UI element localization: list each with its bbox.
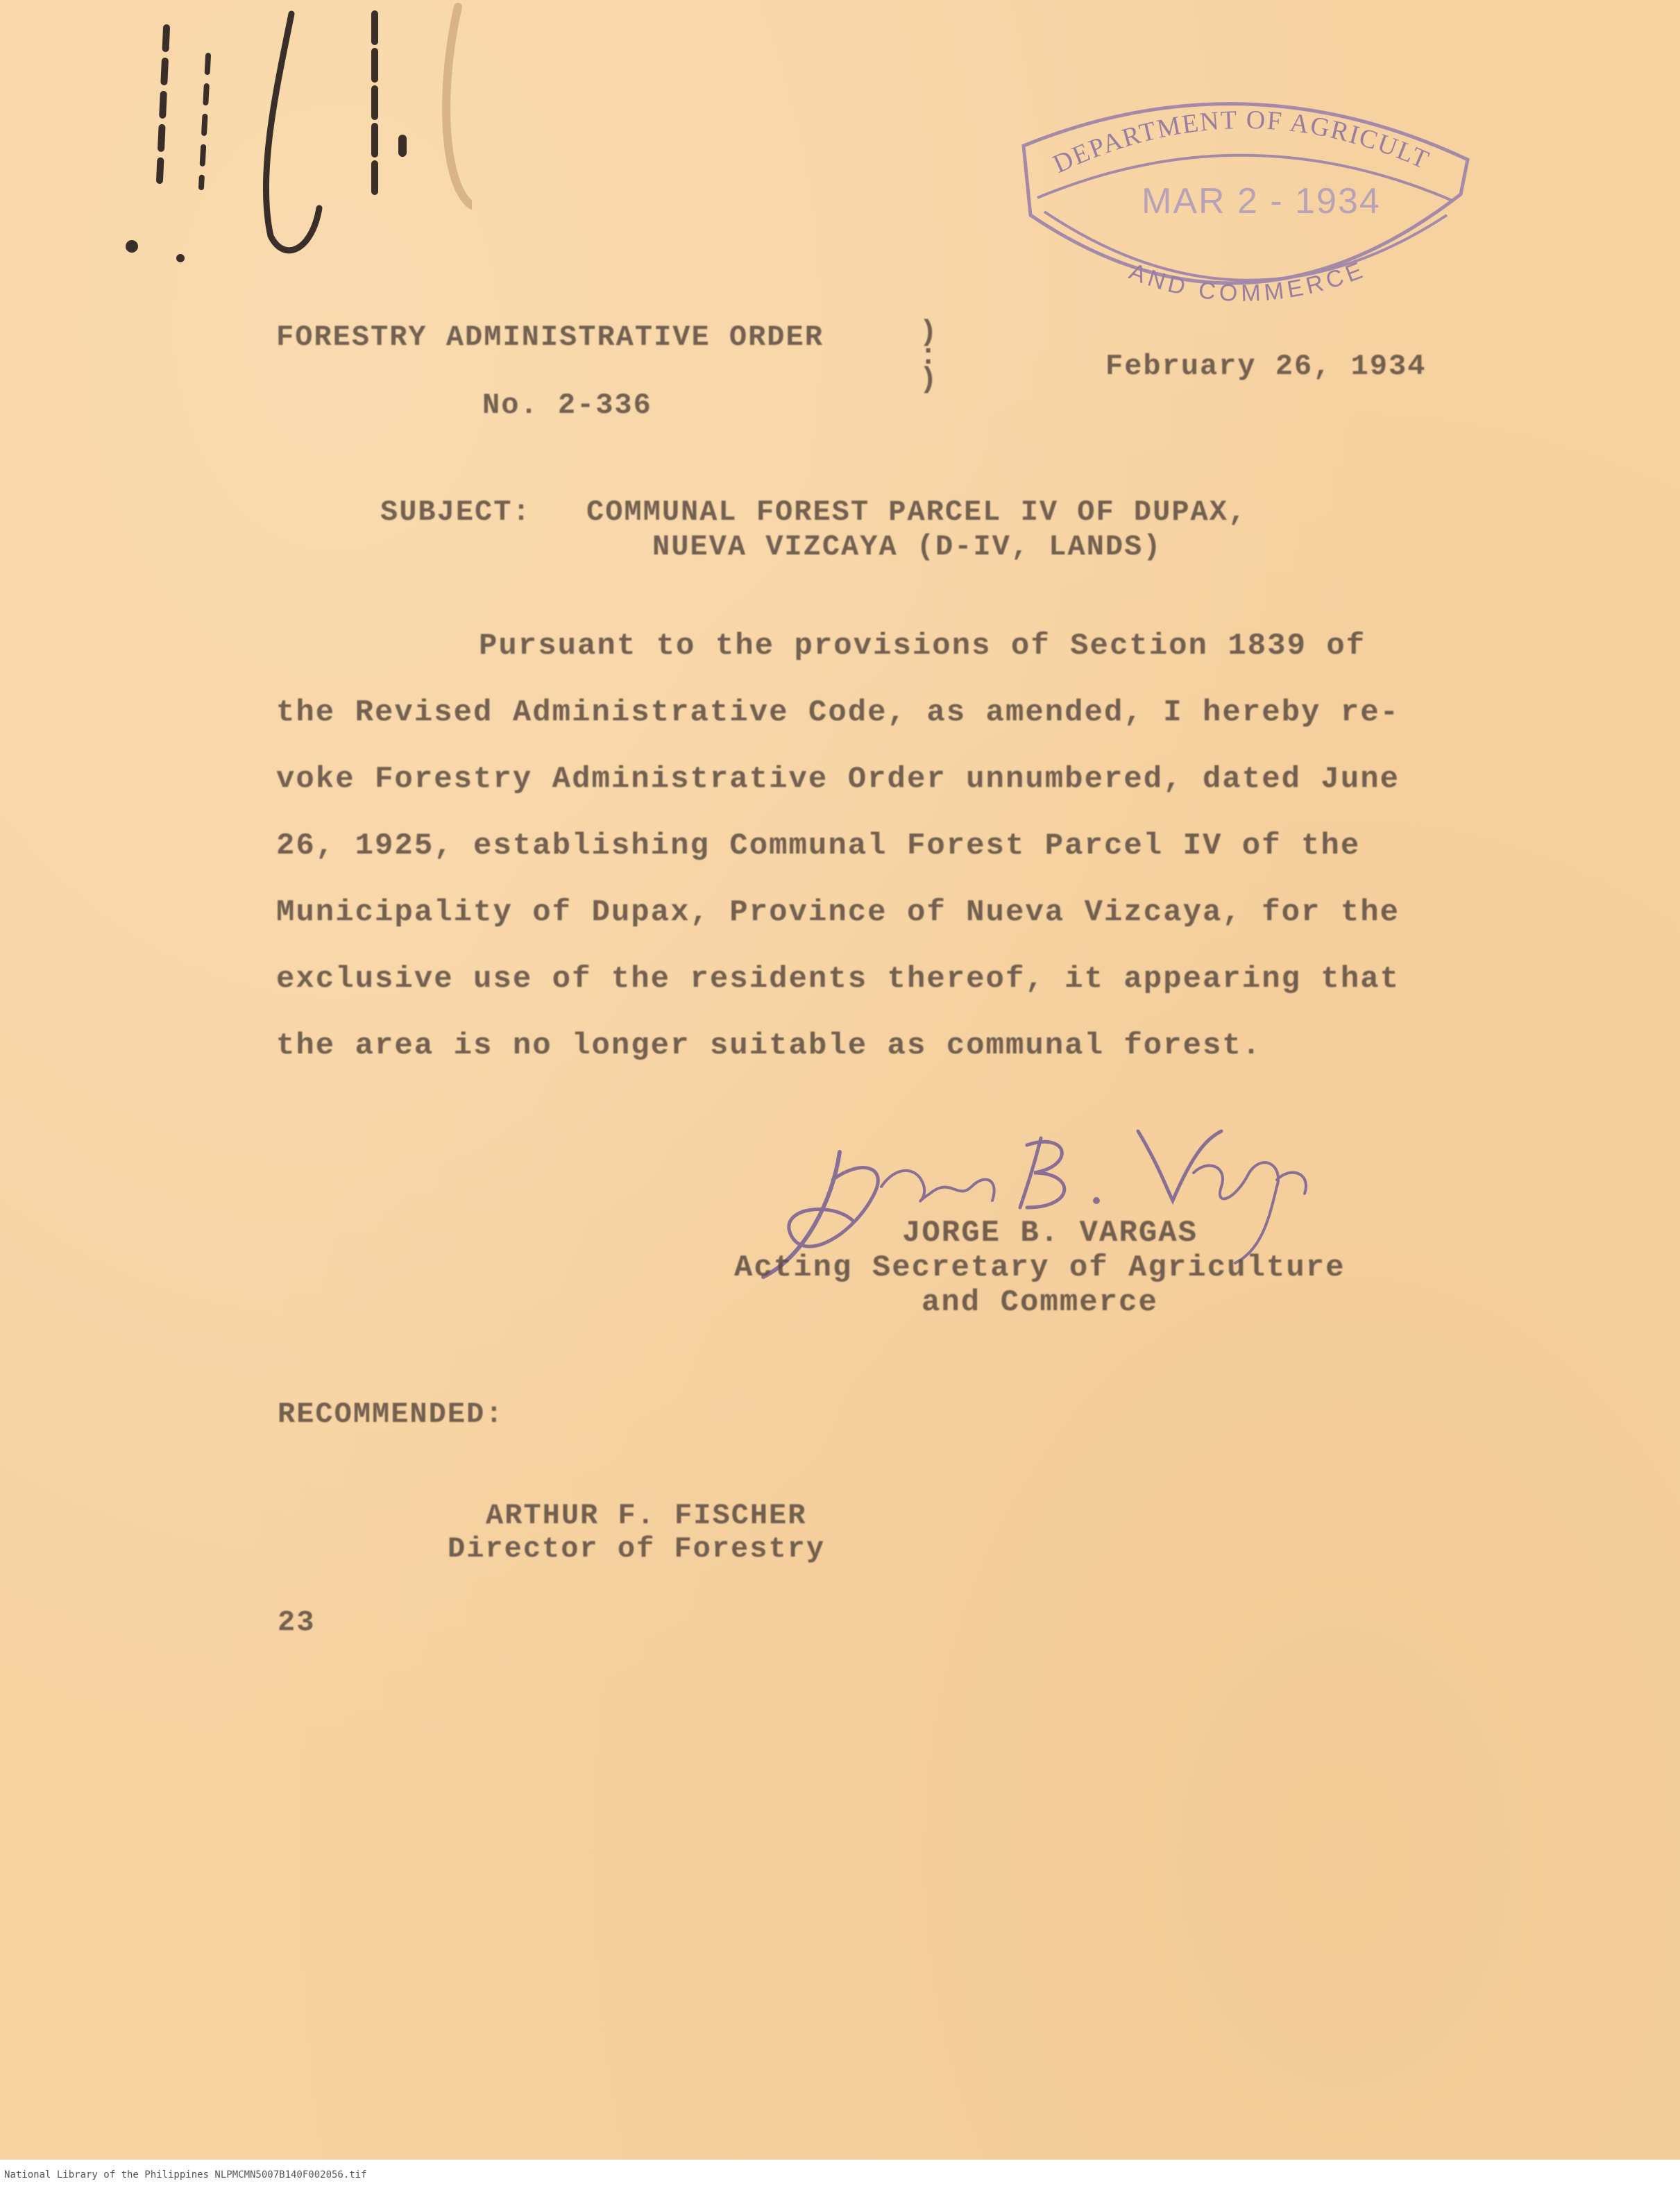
subject-line-2: NUEVA VIZCAYA (D-IV, LANDS): [652, 530, 1162, 564]
body-line: voke Forestry Administrative Order unnumbered, dated June: [276, 762, 1400, 797]
svg-text:AND COMMERCE: [1126, 256, 1370, 307]
subject-label: SUBJECT:: [380, 495, 532, 529]
body-line: exclusive use of the residents thereof, it appearing that: [276, 962, 1400, 997]
body-line: the area is no longer suitable as communal forest.: [276, 1028, 1262, 1063]
stamp-top-text: DEPARTMENT OF AGRICULT: [1049, 105, 1434, 180]
signatory-name: JORGE B. VARGAS: [902, 1216, 1198, 1251]
stamp-bottom-text: AND COMMERCE: [1126, 255, 1370, 307]
body-line: the Revised Administrative Code, as amended, I hereby re-: [276, 695, 1400, 730]
order-number: No. 2-336: [482, 389, 652, 422]
body-line: Pursuant to the provisions of Section 1839 of: [479, 629, 1366, 663]
footer-caption: National Library of the Philippines NLPMCMN5007B140F002056.tif: [4, 2169, 367, 2180]
order-title: FORESTRY ADMINISTRATIVE ORDER: [276, 321, 824, 354]
page-mark: 23: [278, 1606, 316, 1639]
svg-text:DEPARTMENT OF AGRICULTURE: [1010, 97, 1434, 179]
signatory-title-1: Acting Secretary of Agriculture: [734, 1251, 1346, 1285]
recommended-label: RECOMMENDED:: [278, 1398, 504, 1431]
pencil-marks: [111, 0, 472, 278]
body-line: 26, 1925, establishing Communal Forest Parcel IV of the: [276, 829, 1361, 863]
department-stamp: [1010, 97, 1482, 319]
recommended-title: Director of Forestry: [448, 1532, 826, 1566]
signatory-title-2: and Commerce: [922, 1285, 1158, 1320]
order-date: February 26, 1934: [1105, 350, 1427, 383]
body-line: Municipality of Dupax, Province of Nueva Vizcaya, for the: [276, 895, 1400, 930]
recommended-name: ARTHUR F. FISCHER: [486, 1499, 807, 1532]
stamp-date: MAR 2 - 1934: [1142, 181, 1381, 221]
subject-line-1: COMMUNAL FOREST PARCEL IV OF DUPAX,: [586, 495, 1248, 529]
header-bracket: ) : ): [919, 316, 939, 396]
